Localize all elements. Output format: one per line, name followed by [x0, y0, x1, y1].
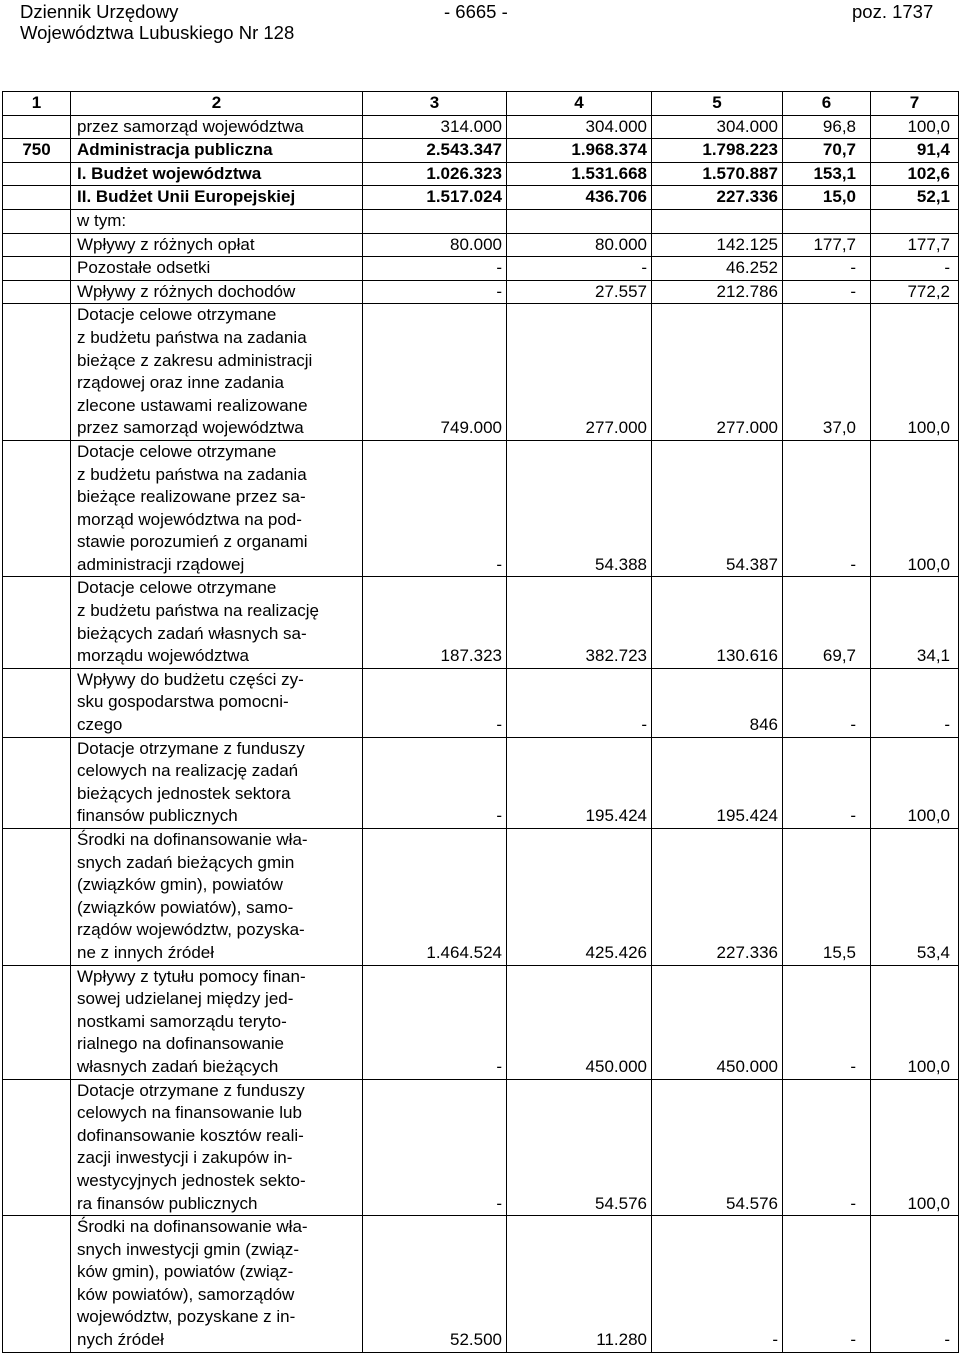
- plan-after-changes-value: 1.531.668: [507, 162, 652, 186]
- table-row: [3, 737, 959, 828]
- table-row: [3, 186, 959, 210]
- item-description: Dotacje celowe otrzymane z budżetu państwa na realizację bieżących zadań własnych sa- morządu województwa: [71, 577, 363, 668]
- table-row: [3, 668, 959, 737]
- execution-value: 450.000: [652, 965, 783, 1079]
- plan-after-changes-value: 382.723: [507, 577, 652, 668]
- plan-after-changes-value: 54.388: [507, 440, 652, 577]
- plan-after-changes-value: 1.968.374: [507, 139, 652, 163]
- percent-plan-after-changes: 100,0: [871, 1079, 959, 1216]
- plan-value: 1.026.323: [363, 162, 507, 186]
- plan-value: -: [363, 1079, 507, 1216]
- column-number: 2: [71, 92, 363, 116]
- item-description: Dotacje otrzymane z funduszy celowych na realizację zadań bieżących jednostek sektora finansów publicznych: [71, 737, 363, 828]
- item-description: Wpływy z tytułu pomocy finan- sowej udzielanej między jed- nostkami samorządu teryto- rialnego na dofinansowanie własnych zadań bieżących: [71, 965, 363, 1079]
- percent-plan-after-changes: 177,7: [871, 233, 959, 257]
- plan-after-changes-value: 54.576: [507, 1079, 652, 1216]
- percent-plan: -: [783, 1216, 871, 1353]
- table-row: [3, 162, 959, 186]
- plan-value: 80.000: [363, 233, 507, 257]
- plan-after-changes-value: 195.424: [507, 737, 652, 828]
- table-row: [3, 139, 959, 163]
- table-row: [3, 440, 959, 577]
- plan-value: 1.464.524: [363, 829, 507, 966]
- percent-plan-after-changes: 53,4: [871, 829, 959, 966]
- item-description: Wpływy z różnych dochodów: [71, 280, 363, 304]
- item-description: Wpływy z różnych opłat: [71, 233, 363, 257]
- table-row: [3, 280, 959, 304]
- percent-plan: 177,7: [783, 233, 871, 257]
- journal-subtitle: Województwa Lubuskiego Nr 128: [20, 22, 295, 43]
- column-number-row: [3, 92, 959, 116]
- execution-value: 227.336: [652, 829, 783, 966]
- section-code: [3, 1216, 71, 1353]
- section-code: [3, 280, 71, 304]
- execution-value: 54.387: [652, 440, 783, 577]
- percent-plan: 69,7: [783, 577, 871, 668]
- position-number: poz. 1737: [852, 1, 934, 22]
- plan-after-changes-value: [507, 209, 652, 233]
- percent-plan-after-changes: 91,4: [871, 139, 959, 163]
- section-code: [3, 1079, 71, 1216]
- column-number: 6: [783, 92, 871, 116]
- section-code: [3, 829, 71, 966]
- execution-value: [652, 209, 783, 233]
- percent-plan: -: [783, 737, 871, 828]
- plan-value: 52.500: [363, 1216, 507, 1353]
- plan-value: 749.000: [363, 304, 507, 441]
- table-row: [3, 829, 959, 966]
- table-row: [3, 257, 959, 281]
- plan-value: [363, 209, 507, 233]
- percent-plan-after-changes: 100,0: [871, 965, 959, 1079]
- item-description: Pozostałe odsetki: [71, 257, 363, 281]
- execution-value: 277.000: [652, 304, 783, 441]
- execution-value: 142.125: [652, 233, 783, 257]
- execution-value: 846: [652, 668, 783, 737]
- plan-value: 2.543.347: [363, 139, 507, 163]
- item-description: Dotacje celowe otrzymane z budżetu państwa na zadania bieżące z zakresu administracji rządowej oraz inne zadania zlecone ustawami realizowane przez samorząd województwa: [71, 304, 363, 441]
- table-row: [3, 1216, 959, 1353]
- percent-plan-after-changes: -: [871, 1216, 959, 1353]
- section-code: [3, 668, 71, 737]
- column-number: 3: [363, 92, 507, 116]
- execution-value: 212.786: [652, 280, 783, 304]
- section-code: [3, 186, 71, 210]
- page-header: [0, 0, 960, 50]
- item-description: I. Budżet województwa: [71, 162, 363, 186]
- table-row: [3, 965, 959, 1079]
- plan-value: -: [363, 668, 507, 737]
- plan-after-changes-value: 80.000: [507, 233, 652, 257]
- section-code: [3, 965, 71, 1079]
- plan-value: 314.000: [363, 115, 507, 139]
- percent-plan-after-changes: 102,6: [871, 162, 959, 186]
- plan-value: -: [363, 737, 507, 828]
- item-description: II. Budżet Unii Europejskiej: [71, 186, 363, 210]
- column-number: 1: [3, 92, 71, 116]
- section-code: [3, 737, 71, 828]
- percent-plan: 15,5: [783, 829, 871, 966]
- item-description: Wpływy do budżetu części zy- sku gospodarstwa pomocni- czego: [71, 668, 363, 737]
- percent-plan: -: [783, 668, 871, 737]
- plan-value: -: [363, 257, 507, 281]
- item-description: Dotacje celowe otrzymane z budżetu państwa na zadania bieżące realizowane przez sa- morząd województwa na pod- stawie porozumień z organami administracji rządowej: [71, 440, 363, 577]
- item-description: Dotacje otrzymane z funduszy celowych na finansowanie lub dofinansowanie kosztów reali- zacji inwestycji i zakupów in- westycyjnych jednostek sekto- ra finansów publicznych: [71, 1079, 363, 1216]
- plan-after-changes-value: -: [507, 257, 652, 281]
- plan-after-changes-value: 425.426: [507, 829, 652, 966]
- table-row: [3, 1079, 959, 1216]
- section-code: [3, 115, 71, 139]
- table-row: [3, 304, 959, 441]
- percent-plan: 15,0: [783, 186, 871, 210]
- item-description: Administracja publiczna: [71, 139, 363, 163]
- percent-plan: 70,7: [783, 139, 871, 163]
- item-description: Środki na dofinansowanie wła- snych zadań bieżących gmin (związków gmin), powiatów (związków powiatów), samo- rządów województw, pozyska- ne z innych źródeł: [71, 829, 363, 966]
- percent-plan: 96,8: [783, 115, 871, 139]
- section-code: 750: [3, 139, 71, 163]
- table-row: [3, 209, 959, 233]
- percent-plan: -: [783, 965, 871, 1079]
- execution-value: 1.798.223: [652, 139, 783, 163]
- percent-plan: -: [783, 280, 871, 304]
- plan-value: -: [363, 965, 507, 1079]
- execution-value: 1.570.887: [652, 162, 783, 186]
- item-description: przez samorząd województwa: [71, 115, 363, 139]
- section-code: [3, 233, 71, 257]
- percent-plan-after-changes: 52,1: [871, 186, 959, 210]
- plan-after-changes-value: 450.000: [507, 965, 652, 1079]
- section-code: [3, 304, 71, 441]
- plan-after-changes-value: 304.000: [507, 115, 652, 139]
- plan-value: -: [363, 440, 507, 577]
- execution-value: 46.252: [652, 257, 783, 281]
- execution-value: 195.424: [652, 737, 783, 828]
- table-row: [3, 115, 959, 139]
- percent-plan-after-changes: -: [871, 257, 959, 281]
- table-row: [3, 577, 959, 668]
- plan-value: 1.517.024: [363, 186, 507, 210]
- section-code: [3, 440, 71, 577]
- percent-plan-after-changes: 100,0: [871, 115, 959, 139]
- execution-value: 227.336: [652, 186, 783, 210]
- item-description: w tym:: [71, 209, 363, 233]
- budget-table: [2, 91, 959, 1353]
- execution-value: 304.000: [652, 115, 783, 139]
- plan-value: 187.323: [363, 577, 507, 668]
- journal-title: Dziennik Urzędowy: [20, 1, 179, 22]
- percent-plan: [783, 209, 871, 233]
- item-description: Środki na dofinansowanie wła- snych inwestycji gmin (związ- ków gmin), powiatów (związ- ków powiatów), samorządów województw, pozyskane z in- nych źródeł: [71, 1216, 363, 1353]
- column-number: 7: [871, 92, 959, 116]
- plan-after-changes-value: 436.706: [507, 186, 652, 210]
- column-number: 4: [507, 92, 652, 116]
- page-number: - 6665 -: [444, 1, 508, 22]
- column-number: 5: [652, 92, 783, 116]
- percent-plan: -: [783, 440, 871, 577]
- percent-plan-after-changes: 100,0: [871, 304, 959, 441]
- section-code: [3, 577, 71, 668]
- execution-value: 130.616: [652, 577, 783, 668]
- percent-plan: 153,1: [783, 162, 871, 186]
- percent-plan-after-changes: -: [871, 668, 959, 737]
- table-row: [3, 233, 959, 257]
- section-code: [3, 209, 71, 233]
- plan-after-changes-value: 11.280: [507, 1216, 652, 1353]
- percent-plan-after-changes: 34,1: [871, 577, 959, 668]
- percent-plan-after-changes: 772,2: [871, 280, 959, 304]
- percent-plan: -: [783, 1079, 871, 1216]
- execution-value: -: [652, 1216, 783, 1353]
- percent-plan: 37,0: [783, 304, 871, 441]
- execution-value: 54.576: [652, 1079, 783, 1216]
- plan-after-changes-value: 27.557: [507, 280, 652, 304]
- section-code: [3, 162, 71, 186]
- plan-after-changes-value: 277.000: [507, 304, 652, 441]
- percent-plan-after-changes: 100,0: [871, 737, 959, 828]
- percent-plan-after-changes: [871, 209, 959, 233]
- percent-plan: -: [783, 257, 871, 281]
- plan-value: -: [363, 280, 507, 304]
- section-code: [3, 257, 71, 281]
- plan-after-changes-value: -: [507, 668, 652, 737]
- percent-plan-after-changes: 100,0: [871, 440, 959, 577]
